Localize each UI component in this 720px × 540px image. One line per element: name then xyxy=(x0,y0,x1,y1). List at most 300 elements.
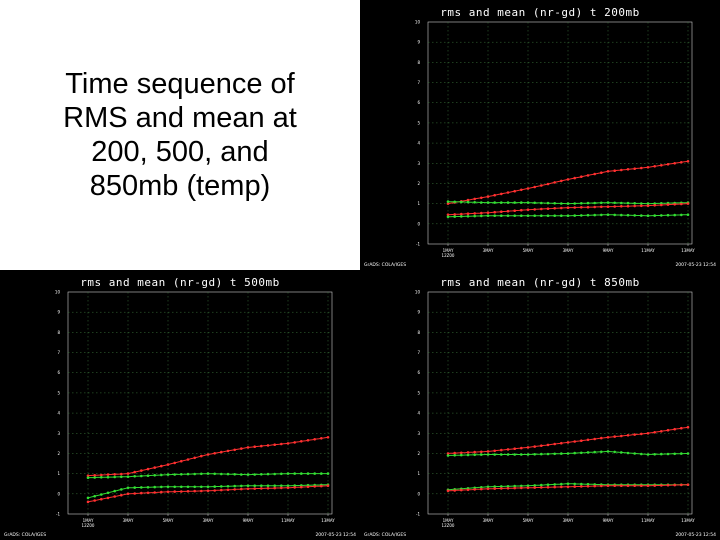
series-point xyxy=(673,203,676,206)
series-point xyxy=(527,487,530,490)
y-tick-label: 8 xyxy=(57,329,60,335)
series-point xyxy=(687,483,690,486)
series-point xyxy=(480,201,483,204)
series-point xyxy=(227,473,230,476)
series-point xyxy=(580,202,583,205)
series-point xyxy=(513,209,516,212)
series-point xyxy=(527,214,530,217)
series-point xyxy=(580,483,583,486)
series-point xyxy=(573,485,576,488)
series-point xyxy=(673,453,676,456)
series-point xyxy=(220,485,223,488)
series-point xyxy=(253,445,256,448)
series-point xyxy=(660,164,663,167)
series-point xyxy=(240,447,243,450)
series-point xyxy=(493,201,496,204)
series-point xyxy=(600,451,603,454)
y-tick-label: 4 xyxy=(417,140,420,146)
series-point xyxy=(587,451,590,454)
series-point xyxy=(647,484,650,487)
series-point xyxy=(100,498,103,501)
series-point xyxy=(540,486,543,489)
series-point xyxy=(233,485,236,488)
series-point xyxy=(533,202,536,205)
series-point xyxy=(540,208,543,211)
series-point xyxy=(180,473,183,476)
plot-frame xyxy=(68,292,332,514)
series-point xyxy=(527,446,530,449)
chart-panel-500mb xyxy=(0,270,360,540)
series-point xyxy=(680,203,683,206)
series-point xyxy=(167,486,170,489)
y-tick-label: 3 xyxy=(57,430,60,436)
series-point xyxy=(113,476,116,479)
series-point xyxy=(613,435,616,438)
y-tick-label: 1 xyxy=(417,471,420,477)
chart-panel-850mb xyxy=(360,270,720,540)
series-point xyxy=(273,484,276,487)
series-point xyxy=(507,210,510,213)
series-point xyxy=(633,167,636,170)
series-point xyxy=(680,214,683,217)
series-point xyxy=(533,445,536,448)
series-point xyxy=(293,472,296,475)
y-tick-label: 6 xyxy=(417,100,420,106)
series-point xyxy=(660,214,663,217)
series-point xyxy=(600,214,603,217)
series-point xyxy=(247,446,250,449)
series-point xyxy=(480,212,483,215)
series-point xyxy=(507,191,510,194)
series-point xyxy=(127,472,130,475)
series-point xyxy=(113,473,116,476)
series-point xyxy=(213,452,216,455)
series-point xyxy=(467,212,470,215)
series-point xyxy=(487,488,490,491)
series-point xyxy=(560,214,563,217)
grads-footer-right: 2007-05-23 12:54 xyxy=(315,533,356,538)
series-point xyxy=(620,202,623,205)
series-point xyxy=(613,451,616,454)
series-point xyxy=(500,210,503,213)
series-point xyxy=(233,449,236,452)
series-point xyxy=(153,491,156,494)
series-point xyxy=(447,200,450,203)
series-point xyxy=(627,452,630,455)
series-point xyxy=(233,473,236,476)
series-point xyxy=(640,205,643,208)
y-tick-label: 2 xyxy=(417,180,420,186)
series-point xyxy=(640,453,643,456)
series-point xyxy=(287,442,290,445)
series-point xyxy=(633,214,636,217)
series-point xyxy=(607,436,610,439)
series-point xyxy=(240,488,243,491)
series-point xyxy=(680,427,683,430)
series-point xyxy=(560,442,563,445)
y-tick-label: -1 xyxy=(56,511,60,517)
series-point xyxy=(453,489,456,492)
series-point xyxy=(220,489,223,492)
series-point xyxy=(260,445,263,448)
series-point xyxy=(120,476,123,479)
series-point xyxy=(467,489,470,492)
series-point xyxy=(567,486,570,489)
series-point xyxy=(547,214,550,217)
series-point xyxy=(687,160,690,163)
y-tick-label: 10 xyxy=(54,289,60,295)
series-point xyxy=(667,203,670,206)
series-point xyxy=(540,202,543,205)
series-point xyxy=(127,487,130,490)
series-point xyxy=(460,201,463,204)
series-point xyxy=(553,486,556,489)
series-point xyxy=(180,486,183,489)
series-point xyxy=(507,201,510,204)
series-point xyxy=(687,213,690,216)
series-point xyxy=(600,171,603,174)
series-point xyxy=(280,443,283,446)
slide-title-line: 200, 500, and xyxy=(91,136,269,168)
series-point xyxy=(240,473,243,476)
series-point xyxy=(260,484,263,487)
series-point xyxy=(527,453,530,456)
series-point xyxy=(580,485,583,488)
series-point xyxy=(213,489,216,492)
series-point xyxy=(540,453,543,456)
series-point xyxy=(633,433,636,436)
series-point xyxy=(607,213,610,216)
plot-frame xyxy=(428,22,692,244)
series-point xyxy=(573,214,576,217)
series-point xyxy=(567,452,570,455)
series-point xyxy=(200,486,203,489)
chart-850mb xyxy=(360,270,720,540)
series-point xyxy=(627,168,630,171)
series-point xyxy=(500,453,503,456)
series-point xyxy=(540,444,543,447)
series-point xyxy=(460,215,463,218)
series-point xyxy=(480,451,483,454)
series-point xyxy=(520,189,523,192)
y-tick-label: 4 xyxy=(57,410,60,416)
grads-footer-left: GrADS: COLA/IGES xyxy=(4,533,47,538)
series-point xyxy=(247,488,250,491)
series-point xyxy=(493,453,496,456)
series-point xyxy=(160,474,163,477)
series-point xyxy=(687,202,690,205)
series-point xyxy=(173,486,176,489)
series-point xyxy=(160,465,163,468)
y-tick-label: 0 xyxy=(417,491,420,497)
series-point xyxy=(313,472,316,475)
y-tick-label: 10 xyxy=(414,19,420,25)
series-point xyxy=(493,487,496,490)
x-tick-label: 11MAY xyxy=(281,518,295,523)
series-point xyxy=(567,441,570,444)
series-point xyxy=(613,205,616,208)
series-point xyxy=(240,485,243,488)
series-point xyxy=(640,484,643,487)
series-point xyxy=(587,206,590,209)
series-point xyxy=(667,214,670,217)
series-point xyxy=(327,436,330,439)
series-point xyxy=(553,453,556,456)
series-point xyxy=(627,434,630,437)
y-tick-label: 6 xyxy=(57,370,60,376)
series-point xyxy=(640,167,643,170)
series-point xyxy=(533,214,536,217)
series-point xyxy=(187,490,190,493)
y-tick-label: 6 xyxy=(417,370,420,376)
x-tick-label: 1MAY xyxy=(442,518,454,523)
series-point xyxy=(447,454,450,457)
series-point xyxy=(593,214,596,217)
series-point xyxy=(513,453,516,456)
series-point xyxy=(647,432,650,435)
series-point xyxy=(493,194,496,197)
series-point xyxy=(253,484,256,487)
series-point xyxy=(287,487,290,490)
series-point xyxy=(520,453,523,456)
series-point xyxy=(173,490,176,493)
series-point xyxy=(480,215,483,218)
series-point xyxy=(513,201,516,204)
series-point xyxy=(547,453,550,456)
series-point xyxy=(187,458,190,461)
x-tick-label: 5MAY xyxy=(522,248,534,253)
series-point xyxy=(600,437,603,440)
series-point xyxy=(460,454,463,457)
series-point xyxy=(300,440,303,443)
series-point xyxy=(667,163,670,166)
slide-title xyxy=(30,67,330,203)
series-point xyxy=(147,486,150,489)
series-point xyxy=(93,476,96,479)
series-point xyxy=(560,452,563,455)
series-point xyxy=(180,490,183,493)
series-point xyxy=(680,452,683,455)
series-point xyxy=(273,487,276,490)
series-point xyxy=(200,473,203,476)
grads-footer-right: 2007-05-23 12:54 xyxy=(675,263,716,268)
series-point xyxy=(187,486,190,489)
series-point xyxy=(553,181,556,184)
series-point xyxy=(147,474,150,477)
series-point xyxy=(467,201,470,204)
series-point xyxy=(160,486,163,489)
series-point xyxy=(513,190,516,193)
series-point xyxy=(233,488,236,491)
series-point xyxy=(460,213,463,216)
series-point xyxy=(307,472,310,475)
series-point xyxy=(547,202,550,205)
series-point xyxy=(247,473,250,476)
series-point xyxy=(487,453,490,456)
series-point xyxy=(207,472,210,475)
y-tick-label: 0 xyxy=(417,221,420,227)
series-point xyxy=(160,491,163,494)
series-point xyxy=(507,214,510,217)
series-point xyxy=(687,452,690,455)
x-tick-label: 1MAY xyxy=(442,248,454,253)
series-point xyxy=(207,486,210,489)
series-point xyxy=(640,214,643,217)
y-tick-label: 10 xyxy=(414,289,420,295)
series-point xyxy=(600,202,603,205)
y-tick-label: 8 xyxy=(417,59,420,65)
series-point xyxy=(573,177,576,180)
series-point xyxy=(607,450,610,453)
series-point xyxy=(473,201,476,204)
series-point xyxy=(520,214,523,217)
series-point xyxy=(493,214,496,217)
series-point xyxy=(260,487,263,490)
series-point xyxy=(667,453,670,456)
series-point xyxy=(327,472,330,475)
y-tick-label: 0 xyxy=(57,491,60,497)
series-point xyxy=(607,201,610,204)
series-point xyxy=(280,487,283,490)
series-point xyxy=(680,484,683,487)
grads-footer-left: GrADS: COLA/IGES xyxy=(364,533,407,538)
chart-title: rms and mean (nr-gd) t 200mb xyxy=(440,6,640,19)
series-point xyxy=(180,460,183,463)
series-point xyxy=(613,202,616,205)
series-point xyxy=(140,469,143,472)
series-point xyxy=(267,484,270,487)
series-point xyxy=(527,208,530,211)
series-point xyxy=(533,208,536,211)
series-point xyxy=(107,497,110,500)
x-tick-label: 12Z00 xyxy=(441,523,455,528)
series-point xyxy=(647,214,650,217)
series-point xyxy=(127,493,130,496)
series-point xyxy=(153,466,156,469)
series-point xyxy=(227,450,230,453)
series-point xyxy=(140,486,143,489)
series-point xyxy=(540,484,543,487)
series-point xyxy=(573,452,576,455)
y-tick-label: -1 xyxy=(416,511,420,517)
series-point xyxy=(560,483,563,486)
series-point xyxy=(613,484,616,487)
series-point xyxy=(587,214,590,217)
series-point xyxy=(320,437,323,440)
y-tick-label: 7 xyxy=(57,350,60,356)
slide-title-card xyxy=(0,0,360,270)
series-point xyxy=(593,173,596,176)
series-point xyxy=(640,202,643,205)
series-point xyxy=(547,483,550,486)
series-point xyxy=(607,205,610,208)
series-point xyxy=(487,214,490,217)
series-point xyxy=(100,474,103,477)
series-point xyxy=(567,214,570,217)
y-tick-label: 1 xyxy=(57,471,60,477)
series-point xyxy=(520,209,523,212)
x-tick-label: 11MAY xyxy=(641,518,655,523)
series-point xyxy=(460,452,463,455)
chart-200mb xyxy=(360,0,720,270)
series-point xyxy=(547,183,550,186)
slide-title-line: Time sequence of xyxy=(65,68,295,100)
series-point xyxy=(567,206,570,209)
series-point xyxy=(287,472,290,475)
series-point xyxy=(447,490,450,493)
x-tick-label: 13MAY xyxy=(321,518,335,523)
series-point xyxy=(607,170,610,173)
series-point xyxy=(673,214,676,217)
series-point xyxy=(473,215,476,218)
series-point xyxy=(100,493,103,496)
series-point xyxy=(673,162,676,165)
series-point xyxy=(313,438,316,441)
series-point xyxy=(200,490,203,493)
x-tick-label: 13MAY xyxy=(681,518,695,523)
series-point xyxy=(593,206,596,209)
series-point xyxy=(573,202,576,205)
slide-title-line: 850mb (temp) xyxy=(89,170,271,202)
series-point xyxy=(87,476,90,479)
x-tick-label: 3MAY xyxy=(482,248,494,253)
series-point xyxy=(293,441,296,444)
series-point xyxy=(580,206,583,209)
y-tick-label: 1 xyxy=(417,201,420,207)
series-point xyxy=(500,449,503,452)
series-point xyxy=(187,473,190,476)
series-point xyxy=(620,214,623,217)
chart-title: rms and mean (nr-gd) t 850mb xyxy=(440,276,640,289)
series-point xyxy=(620,205,623,208)
series-point xyxy=(473,451,476,454)
x-tick-label: 5MAY xyxy=(522,518,534,523)
series-point xyxy=(560,207,563,210)
series-point xyxy=(633,205,636,208)
series-point xyxy=(227,485,230,488)
series-point xyxy=(453,201,456,204)
series-point xyxy=(553,443,556,446)
series-point xyxy=(627,214,630,217)
series-point xyxy=(567,482,570,485)
series-point xyxy=(460,489,463,492)
series-point xyxy=(453,454,456,457)
series-point xyxy=(553,214,556,217)
series-point xyxy=(267,487,270,490)
chart-title: rms and mean (nr-gd) t 500mb xyxy=(80,276,280,289)
series-point xyxy=(667,484,670,487)
series-point xyxy=(500,201,503,204)
series-point xyxy=(513,487,516,490)
series-point xyxy=(473,454,476,457)
series-point xyxy=(473,488,476,491)
y-tick-label: 7 xyxy=(417,80,420,86)
series-point xyxy=(167,463,170,466)
series-point xyxy=(487,201,490,204)
series-point xyxy=(120,488,123,491)
series-point xyxy=(447,216,450,219)
series-point xyxy=(120,494,123,497)
series-point xyxy=(320,472,323,475)
series-point xyxy=(647,166,650,169)
series-point xyxy=(220,451,223,454)
series-point xyxy=(613,214,616,217)
series-point xyxy=(653,453,656,456)
series-point xyxy=(620,451,623,454)
series-point xyxy=(320,485,323,488)
series-point xyxy=(87,497,90,500)
series-point xyxy=(660,204,663,207)
